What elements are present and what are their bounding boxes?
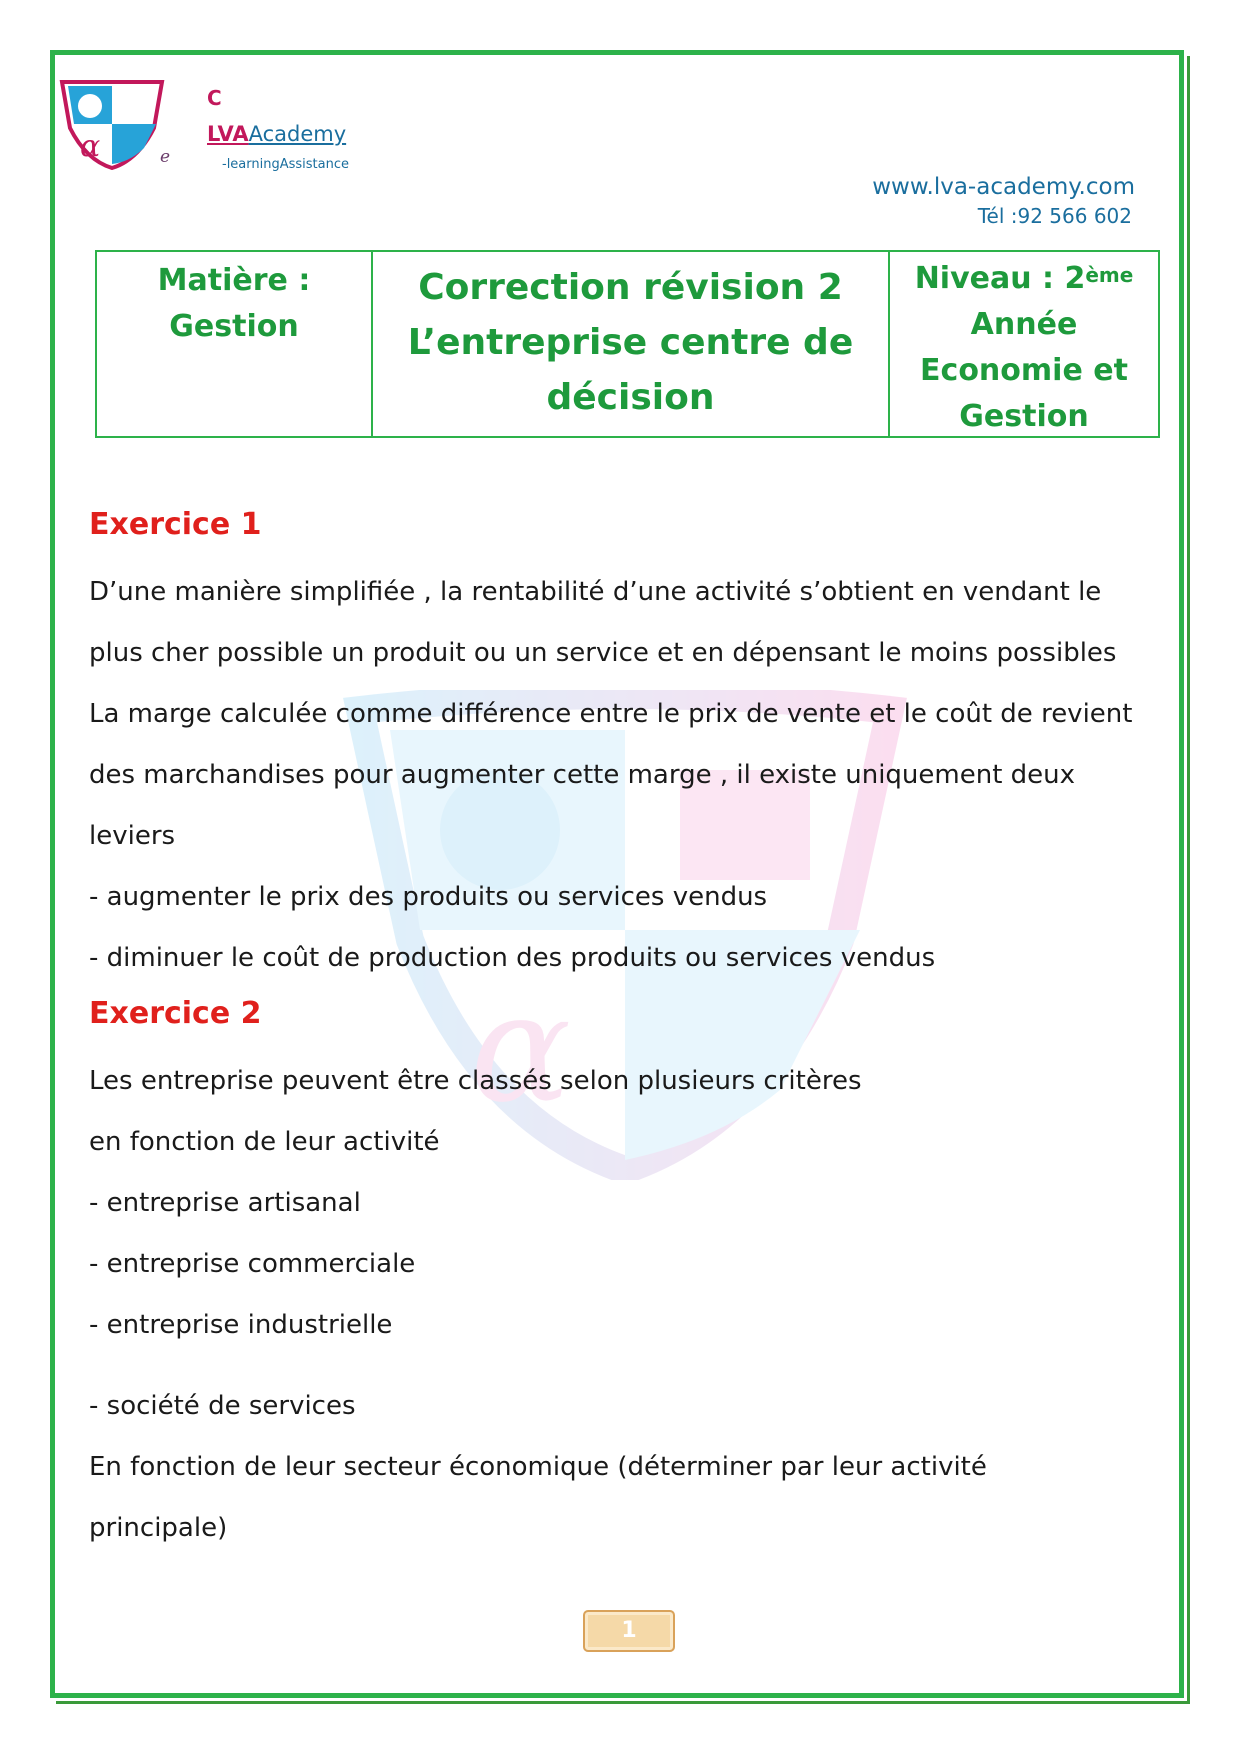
exercice-2-line: en fonction de leur activité: [89, 1127, 440, 1157]
brand-academy: Academy: [248, 122, 347, 146]
niveau-label-text: Niveau : 2: [914, 261, 1086, 296]
exercice-2-line: En fonction de leur secteur économique (déterminer par leur activité: [89, 1452, 987, 1482]
niveau-line-2: Année: [970, 307, 1078, 342]
niveau-label: [890, 256, 1158, 302]
matiere-value: Gestion: [169, 309, 299, 344]
title-line-1: Correction révision 2: [418, 267, 843, 308]
brand-c: C: [207, 86, 222, 110]
exercice-2-line: - entreprise commerciale: [89, 1249, 416, 1279]
niveau-cell: [890, 252, 1158, 436]
brand-name: [207, 122, 346, 146]
exercice-2-line: Les entreprise peuvent être classés selon plusieurs critères: [89, 1066, 862, 1096]
exercice-1-line: D’une manière simplifiée , la rentabilité d’une activité s’obtient en vendant le: [89, 577, 1102, 607]
brand-e: e: [160, 147, 171, 167]
brand-lva: LVA: [207, 122, 249, 146]
exercice-1-line: - augmenter le prix des produits ou services vendus: [89, 882, 768, 912]
document-title-cell: [373, 252, 890, 436]
exercice-2-line: principale): [89, 1513, 228, 1543]
exercice-1-line: La marge calculée comme différence entre le prix de vente et le coût de revient: [89, 699, 1133, 729]
niveau-line-4: Gestion: [959, 399, 1089, 434]
main-content: [89, 500, 1169, 1559]
exercice-2-line: - entreprise industrielle: [89, 1310, 393, 1340]
exercice-2-line: - société de services: [89, 1391, 356, 1421]
exercice-2-line: - entreprise artisanal: [89, 1188, 361, 1218]
svg-text:α: α: [80, 129, 101, 164]
lva-academy-logo: [58, 78, 166, 170]
exercice-1-heading: Exercice 1: [89, 507, 262, 542]
exercice-1-line: des marchandises pour augmenter cette marge , il existe uniquement deux: [89, 760, 1076, 790]
page-number: 1: [583, 1610, 675, 1652]
brand-tagline: -learningAssistance: [222, 157, 349, 172]
exercice-1-line: plus cher possible un produit ou un service et en dépensant le moins possibles: [89, 638, 1117, 668]
title-line-3: décision: [546, 377, 715, 418]
website-link[interactable]: www.lva-academy.com: [872, 174, 1135, 200]
niveau-line-3: Economie et: [920, 353, 1128, 388]
matiere-cell: [97, 252, 373, 436]
matiere-label: Matière :: [157, 263, 311, 298]
exercice-1-line: - diminuer le coût de production des produits ou services vendus: [89, 943, 936, 973]
title-line-2: L’entreprise centre de: [407, 322, 854, 363]
title-table: [95, 250, 1160, 438]
svg-text:α: α: [470, 962, 572, 1136]
phone-number: Tél :92 566 602: [977, 204, 1132, 228]
exercice-2-heading: Exercice 2: [89, 996, 262, 1031]
exercice-1-line: leviers: [89, 821, 176, 851]
niveau-sup: ème: [1085, 263, 1134, 287]
